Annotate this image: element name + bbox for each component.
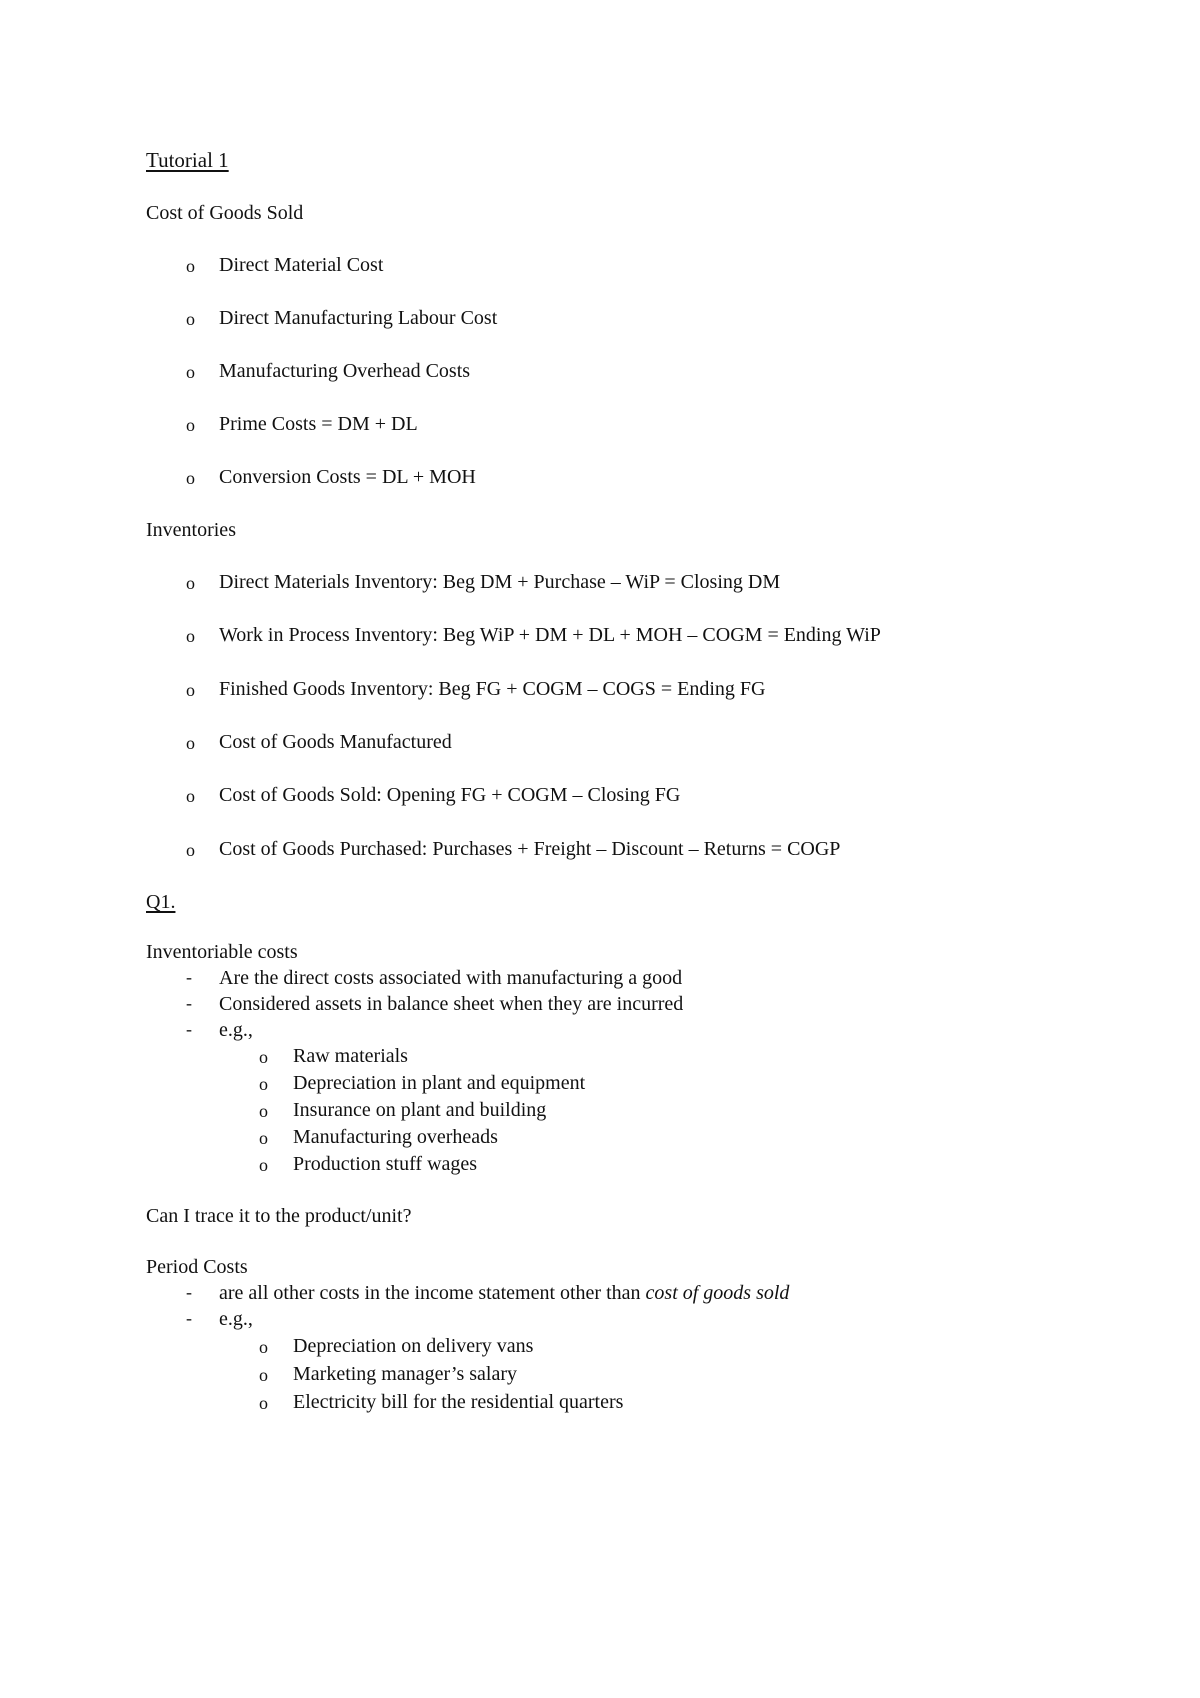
list-bullet: o — [259, 1155, 268, 1175]
dash-bullet: - — [186, 1308, 192, 1328]
list-item: e.g., — [219, 1019, 253, 1041]
question-label: Q1. — [146, 891, 176, 913]
list-item: Electricity bill for the residential quarters — [293, 1391, 624, 1413]
inventoriable-heading: Inventoriable costs — [146, 941, 298, 963]
list-bullet: o — [186, 362, 195, 382]
list-item: Cost of Goods Purchased: Purchases + Freight – Discount – Returns = COGP — [219, 838, 841, 860]
list-bullet: o — [186, 256, 195, 276]
list-item: e.g., — [219, 1308, 253, 1330]
list-item: Considered assets in balance sheet when they are incurred — [219, 993, 684, 1015]
list-bullet: o — [259, 1393, 268, 1413]
list-item: Production stuff wages — [293, 1153, 478, 1175]
list-bullet: o — [259, 1101, 268, 1121]
cogs-heading: Cost of Goods Sold — [146, 202, 304, 224]
list-bullet: o — [186, 680, 195, 700]
list-bullet: o — [259, 1128, 268, 1148]
dash-bullet: - — [186, 1282, 192, 1302]
list-item: Marketing manager’s salary — [293, 1363, 517, 1385]
list-item: Direct Manufacturing Labour Cost — [219, 307, 498, 329]
list-item: Are the direct costs associated with manufacturing a good — [219, 967, 683, 989]
inventories-heading: Inventories — [146, 519, 236, 541]
period-heading: Period Costs — [146, 1256, 248, 1278]
list-bullet: o — [186, 626, 195, 646]
list-bullet: o — [186, 309, 195, 329]
period-definition-text: are all other costs in the income statement other than — [219, 1282, 646, 1304]
trace-question: Can I trace it to the product/unit? — [146, 1205, 412, 1227]
list-bullet: o — [186, 840, 195, 860]
list-bullet: o — [259, 1337, 268, 1357]
dash-bullet: - — [186, 967, 192, 987]
list-bullet: o — [186, 786, 195, 806]
dash-bullet: - — [186, 1019, 192, 1039]
list-item: Cost of Goods Manufactured — [219, 731, 452, 753]
period-definition-italic: cost of goods sold — [645, 1282, 790, 1304]
list-bullet: o — [186, 733, 195, 753]
list-bullet: o — [259, 1074, 268, 1094]
list-item: Work in Process Inventory: Beg WiP + DM + DL + MOH – COGM = Ending WiP — [219, 624, 881, 646]
list-bullet: o — [259, 1365, 268, 1385]
document-title: Tutorial 1 — [146, 148, 229, 172]
list-bullet: o — [259, 1047, 268, 1067]
list-item: Prime Costs = DM + DL — [219, 413, 418, 435]
list-item: Direct Material Cost — [219, 254, 384, 276]
list-bullet: o — [186, 468, 195, 488]
list-item: Insurance on plant and building — [293, 1099, 547, 1121]
list-item: Conversion Costs = DL + MOH — [219, 466, 476, 488]
list-item: Cost of Goods Sold: Opening FG + COGM – Closing FG — [219, 784, 681, 806]
list-item: Depreciation in plant and equipment — [293, 1072, 586, 1094]
list-item — [219, 1283, 789, 1303]
list-item: Depreciation on delivery vans — [293, 1335, 534, 1357]
list-item: Manufacturing Overhead Costs — [219, 360, 471, 382]
dash-bullet: - — [186, 993, 192, 1013]
list-bullet: o — [186, 415, 195, 435]
list-item: Manufacturing overheads — [293, 1126, 498, 1148]
list-item: Direct Materials Inventory: Beg DM + Purchase – WiP = Closing DM — [219, 571, 781, 593]
list-item: Finished Goods Inventory: Beg FG + COGM – COGS = Ending FG — [219, 678, 766, 700]
list-item: Raw materials — [293, 1045, 408, 1067]
list-bullet: o — [186, 573, 195, 593]
